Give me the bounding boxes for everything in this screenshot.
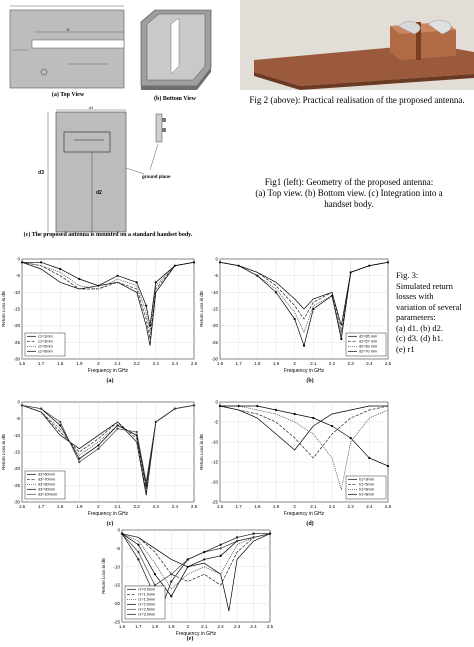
legend-label: d2=69 mm bbox=[359, 344, 378, 349]
x-tick-label: 2.1 bbox=[310, 504, 317, 509]
y-tick-label: -20 bbox=[211, 479, 218, 485]
data-point bbox=[187, 566, 189, 568]
x-tick-label: 2.5 bbox=[190, 361, 198, 366]
legend-label: c1=3mm bbox=[38, 339, 53, 344]
y-tick-label: -10 bbox=[13, 289, 20, 295]
y-tick-label: -10 bbox=[13, 432, 20, 438]
data-point bbox=[340, 338, 342, 340]
top-view-caption: (a) Top View bbox=[51, 92, 85, 98]
data-point bbox=[97, 285, 99, 287]
x-tick-label: 2 bbox=[97, 361, 100, 366]
x-axis-label: Frequency in GHz bbox=[175, 631, 217, 637]
x-tick-label: 2.3 bbox=[152, 504, 159, 509]
fig3-line: Fig. 3: bbox=[396, 270, 419, 280]
data-point bbox=[137, 544, 139, 546]
legend-label: d3=80mm bbox=[38, 482, 55, 487]
fig3-line: (a) d1. (b) d2. bbox=[396, 322, 443, 333]
legend-label: d2=67 mm bbox=[359, 339, 378, 344]
x-tick-label: 2.5 bbox=[266, 624, 274, 629]
data-point bbox=[253, 533, 255, 535]
data-point bbox=[350, 271, 352, 273]
chart-c-d3 bbox=[0, 398, 200, 518]
data-point bbox=[97, 444, 99, 446]
x-tick-label: 2.2 bbox=[328, 504, 336, 509]
y-tick-label: -10 bbox=[211, 439, 218, 445]
x-tick-label: 2.2 bbox=[328, 361, 336, 366]
ground-plane-pointer bbox=[150, 144, 158, 170]
bottom-view-caption: (b) Bottom View bbox=[154, 96, 196, 102]
data-point bbox=[193, 261, 195, 263]
x-tick-label: 2.4 bbox=[171, 361, 179, 366]
antenna-photo-illustration bbox=[240, 0, 474, 90]
legend-label: h1=8mm bbox=[359, 492, 374, 497]
bottom-view-slot bbox=[171, 18, 179, 74]
y-tick-label: 0 bbox=[117, 527, 120, 533]
data-point bbox=[238, 405, 240, 407]
top-view-drawing bbox=[8, 4, 128, 96]
dim-label-l1: l1 bbox=[66, 27, 70, 32]
fig1-caption-line1: Fig1 (left): Geometry of the proposed antenna: bbox=[264, 177, 434, 187]
x-tick-label: 2.3 bbox=[347, 504, 354, 509]
legend-label: r1=2.0mm bbox=[138, 602, 156, 607]
legend-label: r1=1.5mm bbox=[138, 597, 156, 602]
data-point bbox=[331, 425, 333, 427]
x-tick-label: 2.4 bbox=[250, 624, 257, 629]
y-tick-label: -15 bbox=[13, 449, 20, 455]
fig2-photo bbox=[240, 0, 474, 90]
x-tick-label: 2.3 bbox=[347, 361, 354, 366]
data-point bbox=[312, 308, 314, 310]
data-point bbox=[256, 275, 258, 277]
chart-b-sublabel: (b) bbox=[306, 378, 314, 384]
x-tick-label: 2.3 bbox=[152, 361, 159, 366]
legend-label: d3=90mm bbox=[38, 487, 55, 492]
x-tick-label: 1.6 bbox=[18, 504, 26, 509]
x-tick-label: 2.1 bbox=[201, 624, 208, 629]
x-tick-label: 1.6 bbox=[216, 361, 224, 366]
y-axis-label: Return Loss in dB bbox=[199, 291, 204, 327]
chart-e-sublabel: (e) bbox=[186, 636, 194, 642]
data-point bbox=[269, 533, 271, 535]
x-tick-label: 2.4 bbox=[366, 361, 373, 366]
fig3-line: (e) r1 bbox=[396, 343, 415, 354]
x-tick-label: 2.4 bbox=[366, 504, 373, 509]
fig3-line: (c) d3. (d) h1. bbox=[396, 333, 443, 343]
y-tick-label: -5 bbox=[115, 545, 120, 551]
y-tick-label: -5 bbox=[213, 419, 218, 425]
x-tick-label: 2.1 bbox=[310, 361, 317, 366]
legend-label: r1=0.5mm bbox=[138, 587, 156, 592]
x-tick-label: 2 bbox=[186, 624, 190, 629]
data-point bbox=[387, 261, 389, 263]
fig3-line: parameters: bbox=[396, 312, 436, 322]
y-tick-label: -20 bbox=[211, 323, 218, 329]
x-tick-label: 2.3 bbox=[233, 624, 241, 629]
data-point bbox=[236, 536, 238, 538]
fig1-handset-view bbox=[8, 105, 208, 246]
y-tick-label: -5 bbox=[15, 273, 20, 279]
x-tick-label: 1.8 bbox=[151, 624, 159, 629]
data-point bbox=[219, 405, 221, 407]
legend-label: c1=1mm bbox=[38, 334, 53, 339]
side-view-element bbox=[162, 118, 166, 122]
x-tick-label: 1.7 bbox=[37, 504, 45, 509]
x-tick-label: 2 bbox=[293, 504, 296, 509]
data-point bbox=[275, 409, 277, 411]
data-point bbox=[116, 424, 118, 426]
x-tick-label: 1.8 bbox=[57, 361, 64, 366]
x-tick-label: 1.7 bbox=[235, 361, 242, 366]
dim-label-d2: d2 bbox=[96, 190, 102, 196]
legend-label: d3=70mm bbox=[38, 477, 55, 482]
y-axis-label: Return Loss in dB bbox=[101, 558, 106, 594]
x-tick-label: 2 bbox=[293, 361, 296, 366]
y-tick-label: -30 bbox=[13, 356, 20, 362]
fig3-caption bbox=[396, 270, 474, 354]
x-tick-label: 1.9 bbox=[168, 624, 175, 629]
chart-b-d2 bbox=[198, 255, 394, 375]
y-tick-label: -30 bbox=[13, 499, 20, 505]
x-axis-label: Frequency in GHz bbox=[283, 368, 325, 374]
ground-plane-label: ground plane bbox=[142, 174, 171, 179]
x-tick-label: 1.9 bbox=[76, 504, 83, 509]
x-tick-label: 1.9 bbox=[272, 504, 280, 509]
x-tick-label: 1.9 bbox=[272, 361, 280, 366]
data-point bbox=[368, 265, 370, 267]
data-point bbox=[78, 278, 80, 280]
fig2-caption: Fig 2 (above): Practical realisation of the proposed antenna. bbox=[249, 95, 465, 105]
data-point bbox=[303, 345, 305, 347]
data-point bbox=[155, 281, 157, 283]
y-tick-label: -20 bbox=[13, 466, 20, 472]
dim-label-d1: d1 bbox=[88, 105, 94, 110]
dim-label-d3: d3 bbox=[38, 170, 44, 176]
legend-label: h1=6mm bbox=[359, 487, 374, 492]
data-point bbox=[40, 261, 42, 263]
y-tick-label: 0 bbox=[215, 256, 218, 262]
bottom-view-drawing bbox=[135, 4, 215, 96]
x-tick-label: 1.9 bbox=[76, 361, 83, 366]
data-point bbox=[312, 417, 314, 419]
y-tick-label: -30 bbox=[211, 356, 218, 362]
x-tick-label: 2.1 bbox=[114, 504, 121, 509]
legend-label: r1=1.0mm bbox=[138, 592, 156, 597]
top-view-board bbox=[10, 10, 124, 88]
y-tick-label: -15 bbox=[211, 306, 218, 312]
y-axis-label: Return Loss in dB bbox=[1, 434, 6, 470]
y-tick-label: -10 bbox=[113, 564, 120, 570]
y-tick-label: -25 bbox=[211, 339, 218, 345]
legend-label: c1=6mm bbox=[38, 349, 53, 354]
x-tick-label: 2.2 bbox=[217, 624, 224, 629]
data-point bbox=[294, 318, 296, 320]
legend-label: r1=2.5mm bbox=[138, 607, 156, 612]
y-tick-label: -25 bbox=[13, 339, 20, 345]
data-point bbox=[387, 465, 389, 467]
y-tick-label: -15 bbox=[211, 459, 218, 465]
data-point bbox=[331, 295, 333, 297]
y-tick-label: -20 bbox=[13, 323, 20, 329]
x-tick-label: 1.8 bbox=[57, 504, 64, 509]
y-tick-label: -20 bbox=[113, 601, 120, 607]
y-tick-label: -15 bbox=[113, 582, 120, 588]
fig3-line: variation of several bbox=[396, 301, 462, 312]
legend-label: d3=100mm bbox=[38, 492, 58, 497]
data-point bbox=[145, 305, 147, 307]
fig1-caption bbox=[224, 177, 474, 210]
legend-label: c1=5mm bbox=[38, 344, 53, 349]
y-tick-label: -15 bbox=[13, 306, 20, 312]
data-point bbox=[187, 558, 189, 560]
x-tick-label: 1.6 bbox=[216, 504, 224, 509]
side-view-element bbox=[162, 128, 166, 132]
chart-c-sublabel: (c) bbox=[106, 521, 114, 527]
y-tick-label: -25 bbox=[211, 499, 218, 505]
data-point bbox=[294, 413, 296, 415]
fig1-caption-line3: handset body. bbox=[324, 199, 374, 209]
x-tick-label: 2.5 bbox=[384, 504, 392, 509]
data-point bbox=[220, 544, 222, 546]
data-point bbox=[368, 457, 370, 459]
handset-caption: (c) The proposed antenna is mounted on a standard handset body. bbox=[23, 232, 193, 238]
x-axis-label: Frequency in GHz bbox=[87, 368, 129, 374]
x-tick-label: 2 bbox=[97, 504, 100, 509]
x-tick-label: 2.4 bbox=[171, 504, 179, 509]
legend-label: d2=70 mm bbox=[359, 349, 378, 354]
x-tick-label: 2.2 bbox=[133, 361, 140, 366]
data-point bbox=[149, 325, 151, 327]
x-tick-label: 2.5 bbox=[190, 504, 198, 509]
fig1-top-view bbox=[8, 4, 128, 96]
data-point bbox=[170, 595, 172, 597]
x-tick-label: 1.8 bbox=[254, 504, 261, 509]
top-view-slot bbox=[32, 40, 124, 48]
legend-label: d3=60mm bbox=[38, 472, 55, 477]
data-point bbox=[21, 261, 23, 263]
data-point bbox=[170, 581, 172, 583]
x-tick-label: 1.7 bbox=[135, 624, 142, 629]
handset-ground-plane bbox=[56, 112, 126, 232]
y-tick-label: 0 bbox=[17, 399, 20, 405]
fig1-caption-line2: (a) Top view. (b) Bottom view. (c) Integration into a bbox=[255, 188, 443, 198]
x-tick-label: 1.6 bbox=[18, 361, 26, 366]
y-tick-label: -25 bbox=[13, 482, 20, 488]
x-axis-label: Frequency in GHz bbox=[87, 511, 129, 517]
data-point bbox=[220, 555, 222, 557]
x-tick-label: 2.5 bbox=[384, 361, 392, 366]
chart-d-h1 bbox=[198, 398, 394, 518]
chart-d-sublabel: (d) bbox=[306, 521, 314, 527]
y-tick-label: -10 bbox=[211, 289, 218, 295]
data-point bbox=[238, 265, 240, 267]
data-point bbox=[59, 424, 61, 426]
data-point bbox=[59, 268, 61, 270]
x-tick-label: 1.7 bbox=[37, 361, 45, 366]
y-tick-label: -5 bbox=[15, 416, 20, 422]
fig3-line: losses with bbox=[396, 291, 434, 301]
chart-a-d1 bbox=[0, 255, 200, 375]
x-tick-label: 2.1 bbox=[114, 361, 121, 366]
data-point bbox=[256, 405, 258, 407]
data-point bbox=[174, 265, 176, 267]
handset-side-view bbox=[156, 114, 162, 142]
legend-label: h1=5mm bbox=[359, 482, 374, 487]
data-point bbox=[350, 437, 352, 439]
data-point bbox=[219, 261, 221, 263]
y-tick-label: -5 bbox=[213, 273, 218, 279]
data-point bbox=[203, 551, 205, 553]
data-point bbox=[136, 281, 138, 283]
data-point bbox=[154, 573, 156, 575]
y-axis-label: Return Loss in dB bbox=[1, 291, 6, 327]
chart-e-r1 bbox=[100, 526, 276, 638]
x-tick-label: 1.7 bbox=[235, 504, 242, 509]
x-tick-label: 1.8 bbox=[254, 361, 261, 366]
chart-a-sublabel: (a) bbox=[106, 378, 114, 384]
data-point bbox=[78, 458, 80, 460]
y-axis-label: Return Loss in dB bbox=[199, 434, 204, 470]
legend-label: h1=3mm bbox=[359, 477, 374, 482]
data-point bbox=[121, 533, 123, 535]
x-tick-label: 2.2 bbox=[133, 504, 140, 509]
fig3-line: Simulated return bbox=[396, 280, 453, 291]
data-point bbox=[203, 558, 205, 560]
data-point bbox=[145, 484, 147, 486]
y-tick-label: 0 bbox=[215, 399, 218, 405]
x-axis-label: Frequency in GHz bbox=[283, 511, 325, 517]
data-point bbox=[275, 291, 277, 293]
x-tick-label: 1.6 bbox=[118, 624, 126, 629]
data-point bbox=[116, 275, 118, 277]
legend-label: r1=3.0mm bbox=[138, 612, 156, 617]
legend-label: d2=65 mm bbox=[359, 334, 378, 339]
y-tick-label: -25 bbox=[113, 619, 120, 625]
y-tick-label: 0 bbox=[17, 256, 20, 262]
fig1-bottom-view bbox=[135, 4, 215, 104]
handset-drawing bbox=[8, 105, 208, 236]
data-point bbox=[137, 558, 139, 560]
